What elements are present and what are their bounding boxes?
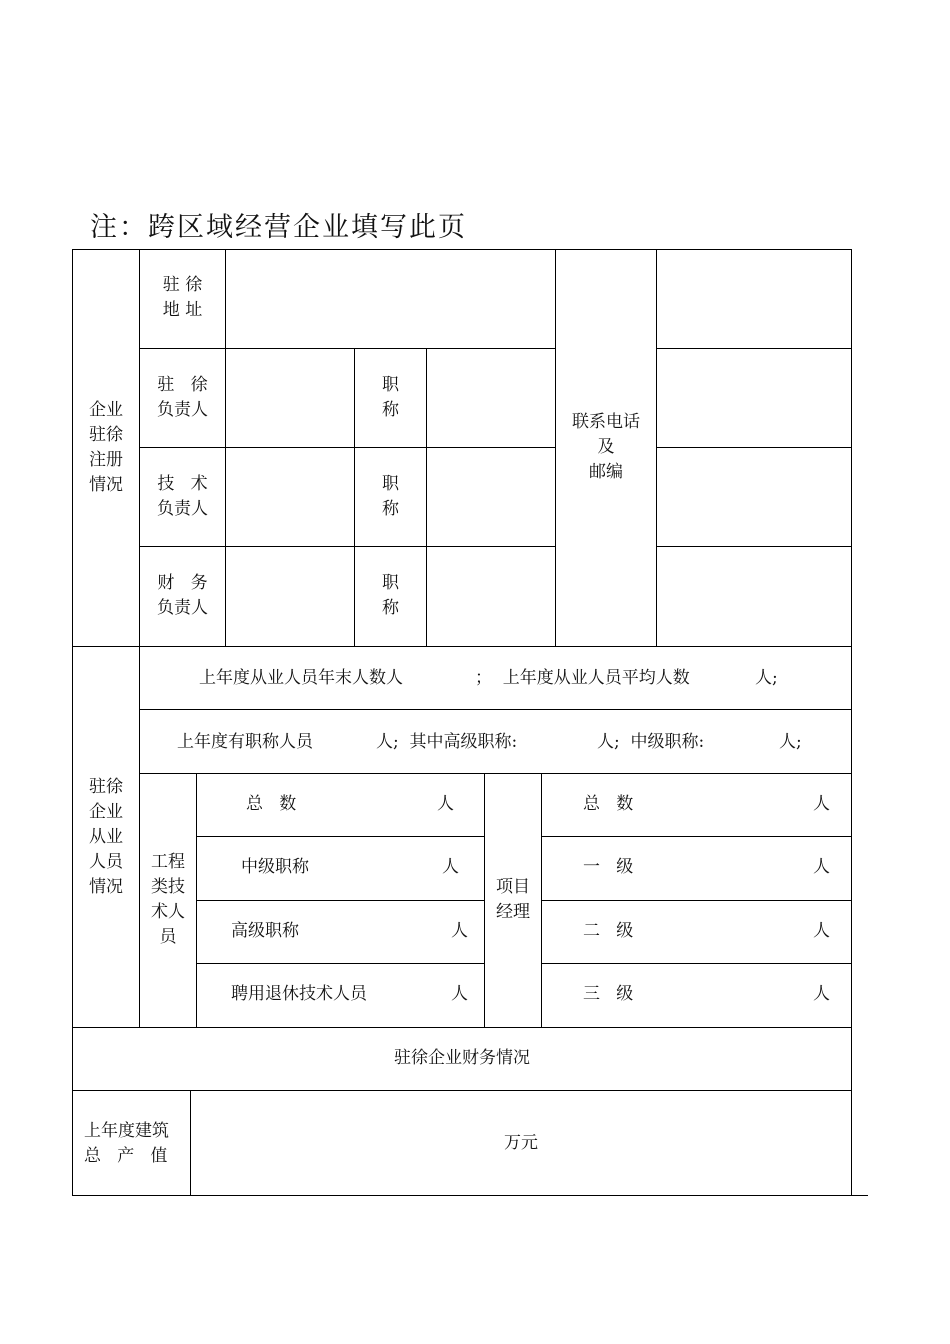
grid-line	[541, 900, 851, 901]
table-border-bottom	[72, 1195, 868, 1196]
head-name-input-cell[interactable]	[226, 349, 354, 447]
pm-grade2-label: 二 级	[583, 921, 634, 941]
contact-label: 联系电话 及 邮编	[572, 412, 640, 482]
unit-person: 人	[451, 984, 468, 1004]
finance-name-input-cell[interactable]	[226, 547, 354, 646]
head-label: 驻 徐 负责人	[157, 375, 208, 420]
finance-head-label: 财 务 负责人	[157, 573, 208, 618]
grid-line	[72, 1027, 852, 1028]
unit-person: 人	[451, 921, 468, 941]
head-title-input-cell[interactable]	[427, 349, 555, 447]
eng-mid-label: 中级职称	[241, 857, 309, 877]
grid-line	[139, 709, 851, 710]
page-note: 注：跨区域经营企业填写此页	[90, 212, 467, 243]
unit-person: 人	[813, 921, 830, 941]
eng-retired-label: 聘用退休技术人员	[231, 984, 367, 1004]
pm-grade1-label: 一 级	[583, 857, 634, 877]
grid-line	[541, 963, 851, 964]
address-label: 驻 徐 地 址	[162, 275, 203, 320]
pm-grade3-label: 三 级	[583, 984, 634, 1004]
section-staff-label: 驻徐 企业 从业 人员 情况	[89, 777, 123, 897]
grid-line	[196, 900, 484, 901]
grid-line	[72, 646, 852, 647]
tech-head-label: 技 术 负责人	[157, 474, 208, 519]
table-border-right	[851, 249, 852, 1196]
engineering-staff-label: 工程 类技 术人 员	[151, 852, 185, 947]
unit-person: 人	[437, 794, 454, 814]
building-output-label: 上年度建筑 总 产 值	[84, 1121, 169, 1166]
contact-input-cell[interactable]	[657, 250, 851, 348]
contact-input-cell[interactable]	[657, 448, 851, 546]
grid-line	[139, 773, 851, 774]
mid-title-label: 人; 中级职称:	[597, 732, 705, 752]
pm-total-label: 总 数	[583, 794, 634, 814]
staff-year-end-label: 上年度从业人员年末人数人	[199, 668, 403, 688]
tech-title-input-cell[interactable]	[427, 448, 555, 546]
tech-name-input-cell[interactable]	[226, 448, 354, 546]
contact-input-cell[interactable]	[657, 547, 851, 646]
job-title-label: 职 称	[382, 375, 399, 420]
staff-average-unit: 人;	[755, 668, 778, 688]
job-title-label: 职 称	[382, 573, 399, 618]
mid-title-unit: 人;	[779, 732, 802, 752]
contact-input-cell[interactable]	[657, 349, 851, 447]
job-title-label: 职 称	[382, 474, 399, 519]
eng-total-label: 总 数	[246, 794, 297, 814]
unit-person: 人	[813, 794, 830, 814]
senior-title-label: 人; 其中高级职称:	[376, 732, 518, 752]
output-unit: 万元	[504, 1133, 538, 1153]
grid-line	[196, 963, 484, 964]
unit-person: 人	[813, 857, 830, 877]
grid-line	[196, 836, 484, 837]
staff-average-label: ； 上年度从业人员平均人数	[475, 668, 690, 688]
finance-section-title: 驻徐企业财务情况	[394, 1048, 530, 1068]
unit-person: 人	[442, 857, 459, 877]
section-registration-label: 企业 驻徐 注册 情况	[89, 400, 123, 495]
project-manager-label: 项目 经理	[496, 877, 530, 922]
titled-staff-label: 上年度有职称人员	[177, 732, 313, 752]
finance-title-input-cell[interactable]	[427, 547, 555, 646]
eng-senior-label: 高级职称	[231, 921, 299, 941]
building-output-input-cell[interactable]	[191, 1091, 851, 1195]
unit-person: 人	[813, 984, 830, 1004]
grid-line	[541, 836, 851, 837]
address-input-cell[interactable]	[226, 250, 555, 348]
